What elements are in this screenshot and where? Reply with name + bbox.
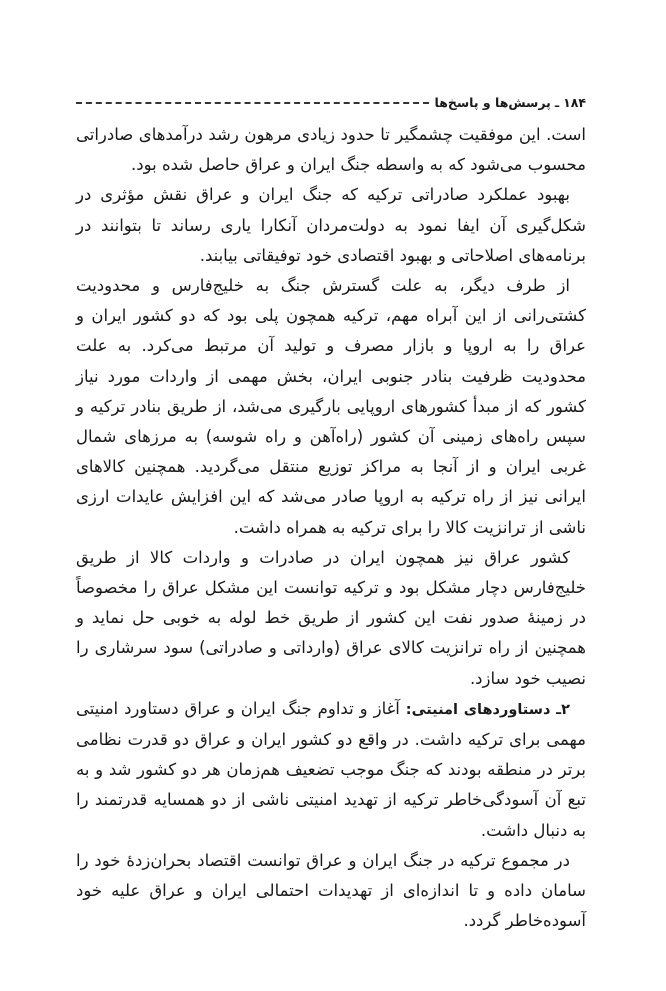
running-header bbox=[76, 92, 586, 112]
paragraph-6: در مجموع ترکیه در جنگ ایران و عراق توانست اقتصاد بحران‌زدهٔ خود را سامان داده و تا اندازه‌ای از تهدیدات احتمالی ایران و عراق علیه خود آسوده‌خاطر گردد. bbox=[76, 850, 586, 931]
body-text bbox=[76, 120, 586, 936]
section-title: پرسش‌ها و پاسخ‌ها bbox=[434, 94, 551, 110]
header-rule bbox=[76, 102, 429, 104]
paragraph-4: کشور عراق نیز همچون ایران در صادرات و واردات کالا از طریق خلیج‌فارس دچار مشکل بود و ترکیه توانست این مشکل عراق را مخصوصاً در زمینهٔ صدور نفت این کشور از طریق خط لوله به خوبی حل نماید و همچنین از راه ترانزیت کالای عراق (وارداتی و صادراتی) سود سرشاری را نصیب خود سازد. bbox=[76, 547, 586, 688]
paragraph-5-text: آغاز و تداوم جنگ ایران و عراق دستاورد امنیتی مهمی برای ترکیه داشت. در واقع دو کشور ایران و عراق دو قدرت نظامی برتر در منطقه بودند که جنگ موجب تضعیف هم‌زمان هر دو کشور شد و به تبع آن آسودگی‌خاطر ترکیه از تهدید امنیتی ناشی از دو همسایه قدرتمند را به دنبال داشت. bbox=[76, 698, 586, 840]
header-separator: ـ bbox=[554, 94, 560, 110]
paragraph-3: از طرف دیگر، به علت گسترش جنگ به خلیج‌فارس و محدودیت کشتی‌رانی از این آبراه مهم، ترکیه همچون پلی بود که دو کشور ایران و عراق را به اروپا و بازار مصرف و تولید آن مرتبط می‌کرد. به علت محدودیت ظرفیت بنادر جنوبی ایران، بخش مهمی از واردات مورد نیاز کشور که از مبدأ کشورهای اروپایی بارگیری می‌شد، از طریق بنادر ترکیه و سپس راه‌های زمینی آن کشور (راه‌آهن و راه شوسه) به مرزهای شمال غربی ایران و از آنجا به مراکز توزیع منتقل می‌گردید. همچنین کالاهای ایرانی نیز از راه ترکیه به اروپا صادر می‌شد که این افزایش عایدات ارزی ناشی از ترانزیت کالا را برای ترکیه به همراه داشت. bbox=[76, 276, 586, 537]
paragraph-5 bbox=[76, 694, 586, 846]
page-number: ۱۸۴ bbox=[563, 94, 586, 110]
section-subheading: ۲ـ دستاوردهای امنیتی: bbox=[405, 701, 570, 718]
paragraph-1: است. این موفقیت چشمگیر تا حدود زیادی مرهون رشد درآمدهای صادراتی محسوب می‌شود که به واسطه جنگ ایران و عراق حاصل شده بود. bbox=[76, 125, 586, 175]
paragraph-2: بهبود عملکرد صادراتی ترکیه که جنگ ایران و عراق نقش مؤثری در شکل‌گیری آن ایفا نمود به دولت‌مردان آنکارا یاری رساند تا بتوانند در برنامه‌های اصلاحاتی و بهبود اقتصادی خود توفیقاتی بیابند. bbox=[76, 185, 586, 265]
